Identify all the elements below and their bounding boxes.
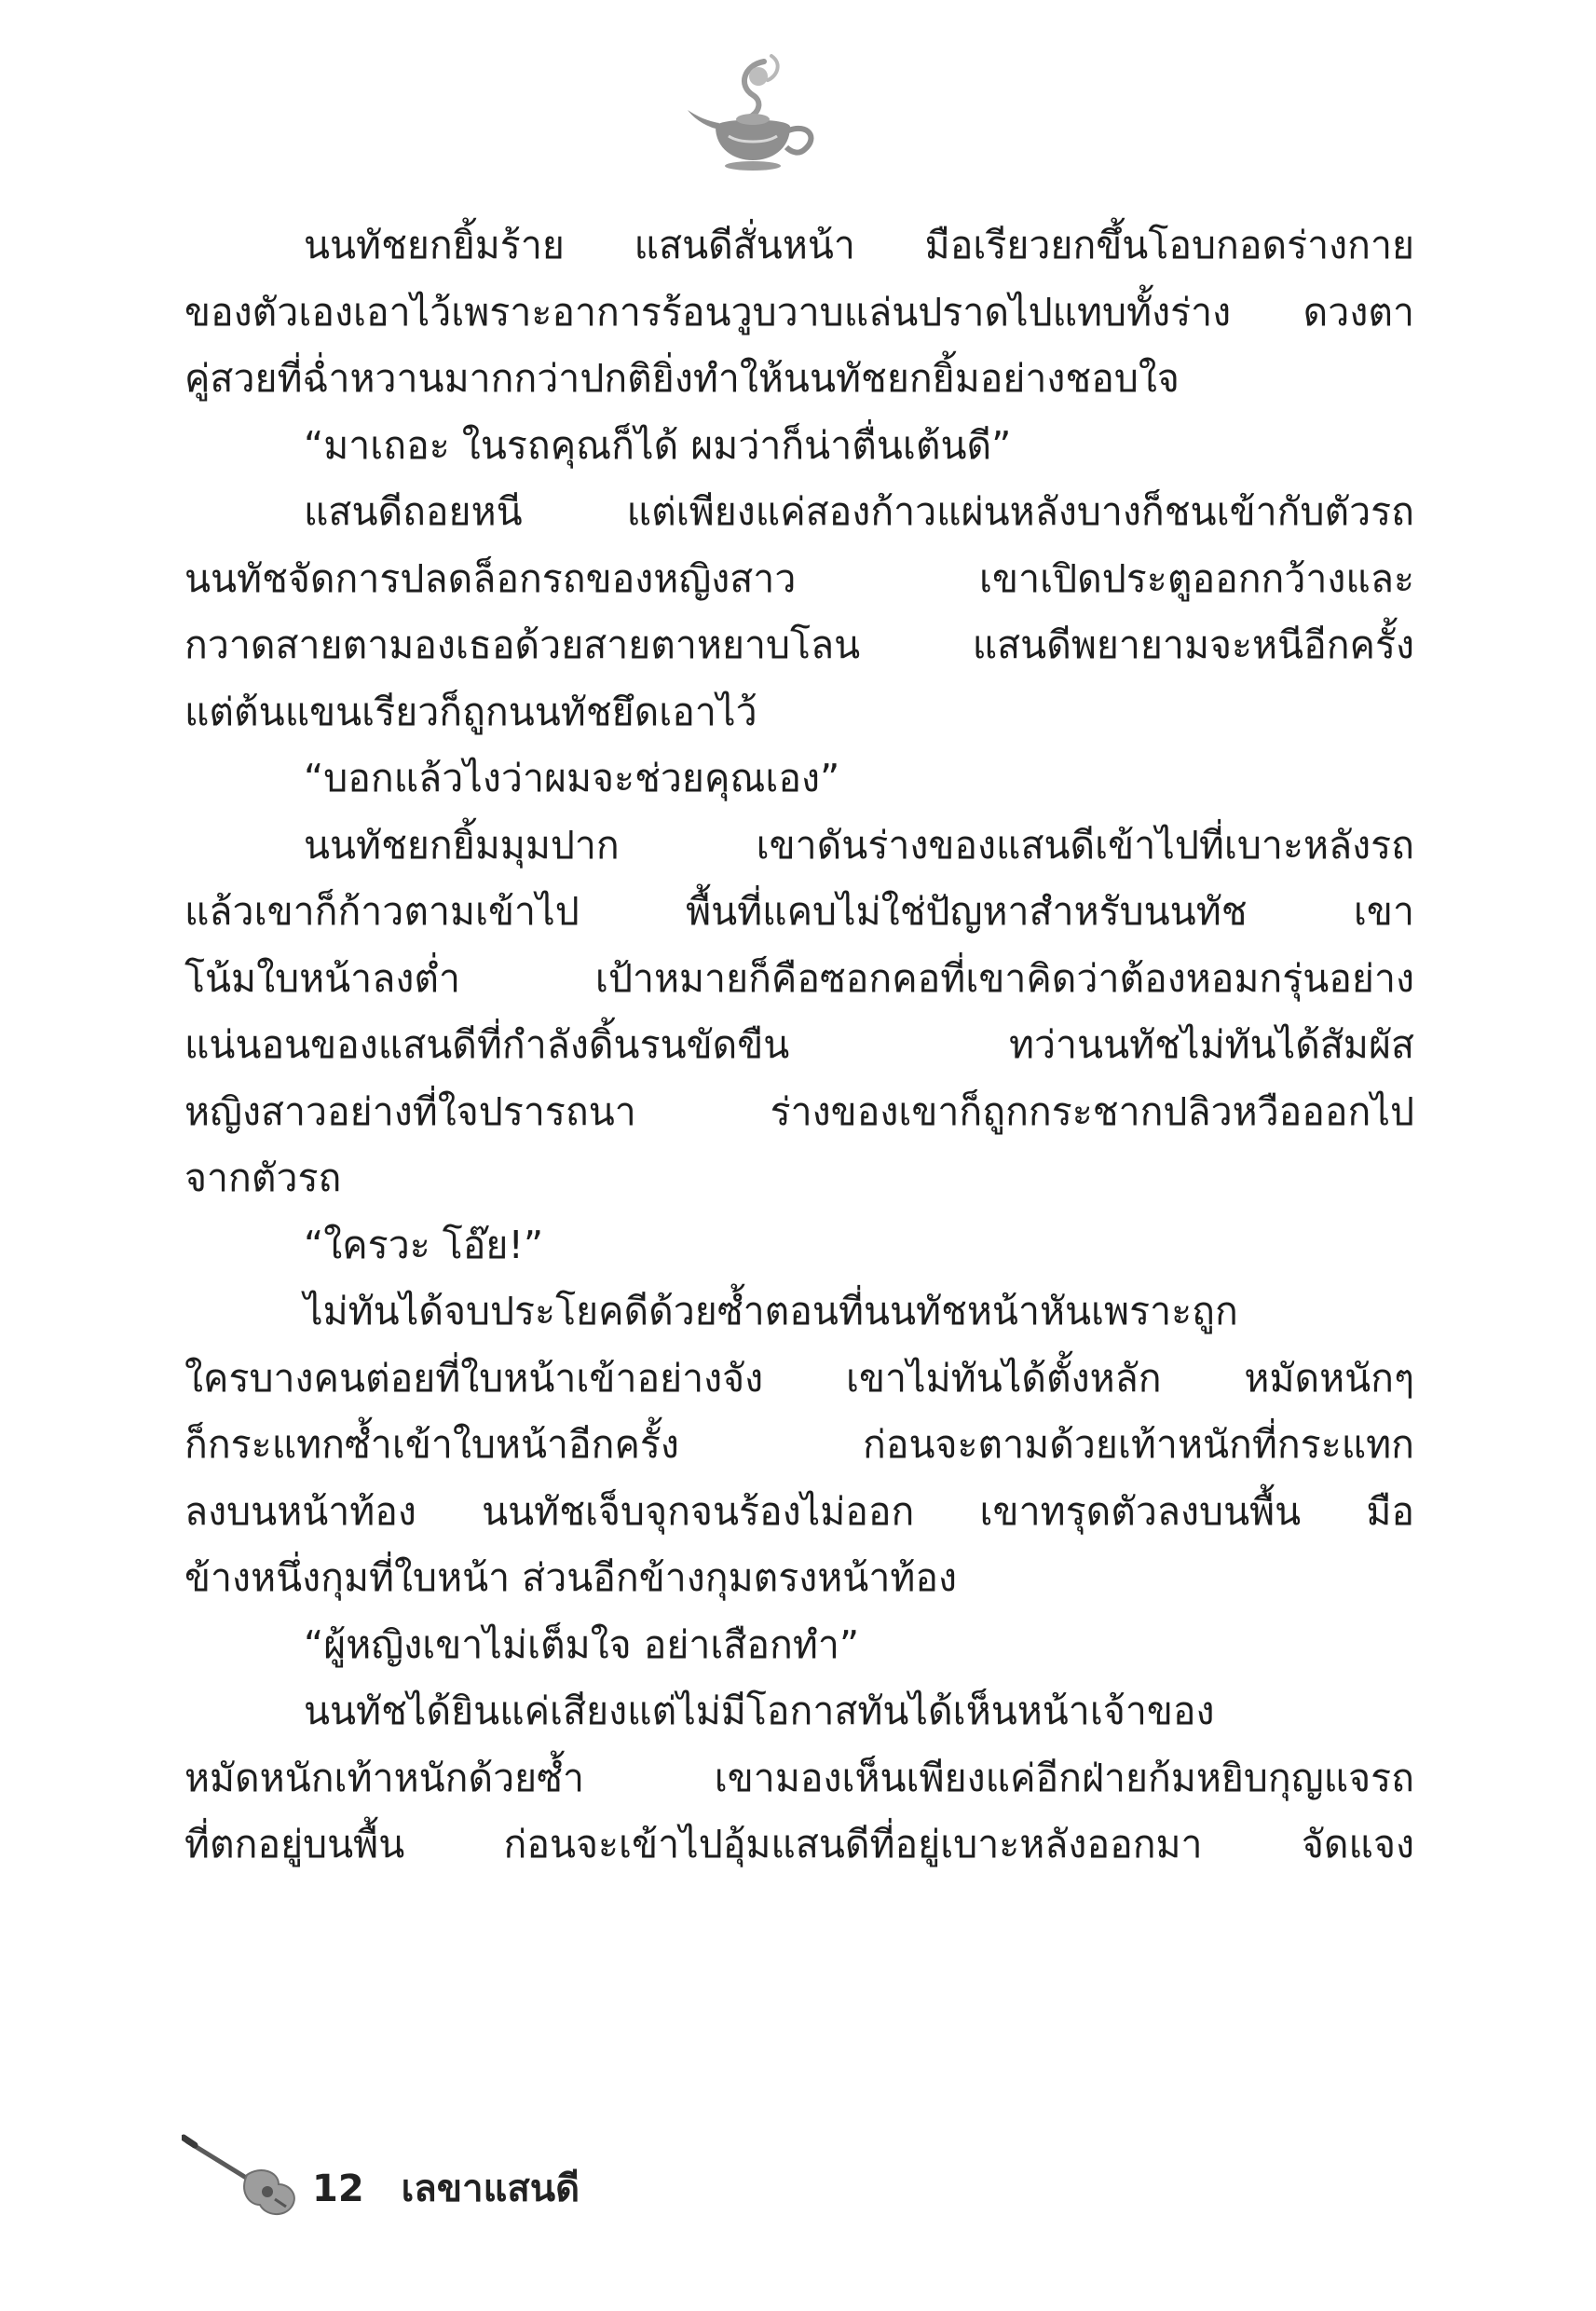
page-number: 12 xyxy=(312,2167,364,2210)
text-line: ก็กระแทกซ้ำเข้าใบหน้าอีกครั้ง ก่อนจะตามด้วยเท้าหนักที่กระแทก xyxy=(184,1422,1414,1467)
text-line: “มาเถอะ ในรถคุณก็ได้ ผมว่าก็น่าตื่นเต้นดี” xyxy=(304,422,1012,468)
book-title: เลขาแสนดี xyxy=(401,2167,580,2210)
text-line: ที่ตกอยู่บนพื้น ก่อนจะเข้าไปอุ้มแสนดีที่อยู่เบาะหลังออกมา จัดแจง xyxy=(184,1822,1414,1867)
text-line: นนทัชยกยิ้มมุมปาก เขาดันร่างของแสนดีเข้าไปที่เบาะหลังรถ xyxy=(304,822,1414,868)
text-line: ลงบนหน้าท้อง นนทัชเจ็บจุกจนร้องไม่ออก เขาทรุดตัวลงบนพื้น มือ xyxy=(184,1488,1414,1534)
text-line: ไม่ทันได้จบประโยคดีด้วยซ้ำตอนที่นนทัชหน้าหันเพราะถูก xyxy=(304,1289,1238,1333)
text-line: จากตัวรถ xyxy=(184,1156,342,1200)
text-line: ใครบางคนต่อยที่ใบหน้าเข้าอย่างจัง เขาไม่ทันได้ตั้งหลัก หมัดหนักๆ xyxy=(184,1355,1414,1401)
page-body-text xyxy=(184,212,1414,1879)
text-line: แต่ต้นแขนเรียวก็ถูกนนทัชยึดเอาไว้ xyxy=(184,689,757,734)
text-line: โน้มใบหน้าลงต่ำ เป้าหมายก็คือซอกคอที่เขาคิดว่าต้องหอมกรุ่นอย่าง xyxy=(184,955,1414,1001)
genie-lamp-icon xyxy=(678,52,827,173)
text-line: “ผู้หญิงเขาไม่เต็มใจ อย่าเสือกทำ” xyxy=(304,1621,860,1667)
text-line: คู่สวยที่ฉ่ำหวานมากกว่าปกติยิ่งทำให้นนทัชยกยิ้มอย่างชอบใจ xyxy=(184,356,1180,401)
page-footer xyxy=(182,2134,741,2218)
text-line: หญิงสาวอย่างที่ใจปรารถนา ร่างของเขาก็ถูกกระชากปลิวหวือออกไป xyxy=(184,1088,1414,1134)
text-line: “ใครวะ โอ๊ย!” xyxy=(304,1222,544,1267)
text-line: กวาดสายตามองเธอด้วยสายตาหยาบโลน แสนดีพยายามจะหนีอีกครั้ง xyxy=(184,622,1414,667)
text-line: “บอกแล้วไงว่าผมจะช่วยคุณเอง” xyxy=(304,756,840,800)
text-line: แน่นอนของแสนดีที่กำลังดิ้นรนขัดขืน ทว่านนทัชไม่ทันได้สัมผัส xyxy=(184,1022,1414,1067)
text-line: แล้วเขาก็ก้าวตามเข้าไป พื้นที่แคบไม่ใช่ปัญหาสำหรับนนทัช เขา xyxy=(184,889,1414,934)
text-line: ข้างหนึ่งกุมที่ใบหน้า ส่วนอีกข้างกุมตรงหน้าท้อง xyxy=(184,1555,958,1600)
text-line: นนทัชได้ยินแค่เสียงแต่ไม่มีโอกาสทันได้เห็นหน้าเจ้าของ xyxy=(304,1689,1215,1733)
text-line: นนทัชยกยิ้มร้าย แสนดีสั่นหน้า มือเรียวยกขึ้นโอบกอดร่างกาย xyxy=(304,223,1414,267)
text-line: นนทัชจัดการปลดล็อกรถของหญิงสาว เขาเปิดประตูออกกว้างและ xyxy=(184,555,1414,601)
text-line: แสนดีถอยหนี แต่เพียงแค่สองก้าวแผ่นหลังบางก็ชนเข้ากับตัวรถ xyxy=(304,489,1414,534)
guitar-icon xyxy=(182,2134,303,2218)
text-line: หมัดหนักเท้าหนักด้วยซ้ำ เขามองเห็นเพียงแค่อีกฝ่ายก้มหยิบกุญแจรถ xyxy=(184,1755,1414,1800)
text-line: ของตัวเองเอาไว้เพราะอาการร้อนวูบวาบแล่นปราดไปแทบทั้งร่าง ดวงตา xyxy=(184,289,1414,335)
